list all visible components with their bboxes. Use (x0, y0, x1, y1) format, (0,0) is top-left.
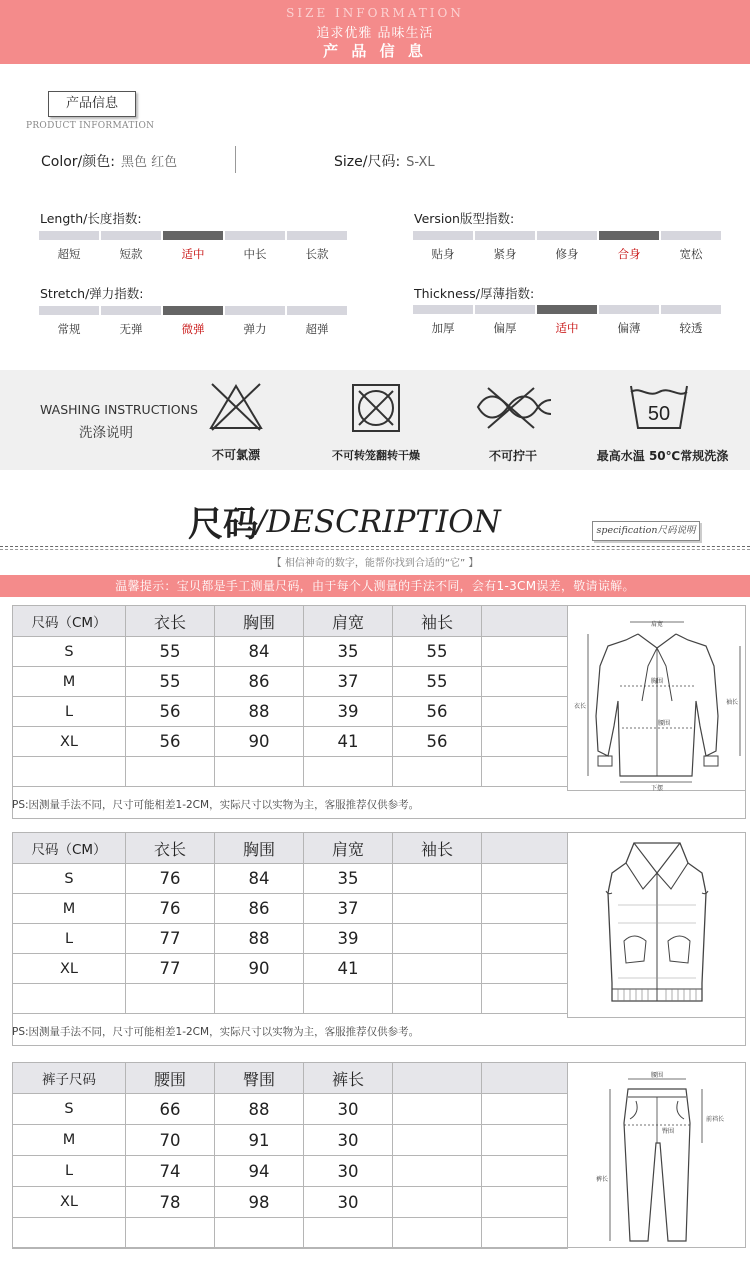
table-row (13, 954, 568, 984)
header-cell (482, 1063, 568, 1094)
table-cell: 76 (126, 894, 215, 924)
table-cell: 77 (126, 924, 215, 954)
table-cell (482, 667, 568, 697)
table-cell (482, 727, 568, 757)
table-cell: 86 (215, 894, 304, 924)
description-title-en: /DESCRIPTION (256, 504, 501, 540)
shirt-label-sleeve: 袖长 (725, 699, 738, 706)
stretch-label: Stretch/弹力指数: (40, 286, 144, 301)
stretch-bar-4 (287, 306, 347, 315)
stretch-bar-1 (101, 306, 161, 315)
header-cell: 衣长 (126, 833, 215, 864)
length-bar-4 (287, 231, 347, 240)
washing-section (0, 370, 750, 470)
table2-ps-note: PS:因测量手法不同，尺寸可能相差1-2CM，实际尺寸以实物为主，客服推荐仅供参考。 (12, 1026, 420, 1038)
table-cell (13, 757, 126, 787)
table-cell (482, 984, 568, 1014)
thickness-bar-3 (599, 305, 659, 314)
table-row (13, 757, 568, 787)
table-cell (215, 984, 304, 1014)
version-level-0: 贴身 (431, 247, 455, 261)
table-cell (393, 924, 482, 954)
thickness-level-0: 加厚 (431, 321, 455, 335)
table-cell: 35 (304, 637, 393, 667)
version-level-4: 宽松 (679, 247, 703, 261)
table-cell: 55 (126, 667, 215, 697)
table-cell: 66 (126, 1094, 215, 1125)
dashed-divider-2 (0, 549, 750, 550)
banner-en-title: SIZE INFORMATION (286, 6, 464, 20)
table-row (13, 667, 568, 697)
table-cell (482, 954, 568, 984)
description-note: 【 相信神奇的数字，能帮你找到合适的“它” 】 (271, 558, 479, 569)
version-level-3: 合身 (617, 247, 641, 261)
table-cell: M (13, 894, 126, 924)
no-wring-icon (474, 384, 554, 430)
vest-diagram (567, 832, 746, 1018)
header-cell: 胸围 (215, 606, 304, 637)
table-row (13, 984, 568, 1014)
size-line (334, 151, 435, 171)
table-cell: 37 (304, 667, 393, 697)
no-tumble-dry-label: 不可转笼翻转干燥 (332, 449, 420, 462)
table-header-row (13, 833, 568, 864)
table-cell (482, 1187, 568, 1218)
table-cell: M (13, 1125, 126, 1156)
table-cell (482, 1218, 568, 1249)
wash-50-icon (628, 382, 690, 432)
table-row (13, 1156, 568, 1187)
banner-slogan: 追求优雅 品味生活 (316, 26, 434, 41)
table-cell: 37 (304, 894, 393, 924)
header-cell: 袖长 (393, 606, 482, 637)
pants-size-table (12, 1062, 568, 1249)
header-cell: 肩宽 (304, 606, 393, 637)
table-cell (482, 1156, 568, 1187)
table-cell: S (13, 1094, 126, 1125)
table-cell: M (13, 667, 126, 697)
size-value: S-XL (406, 155, 435, 170)
stretch-bar-2 (163, 306, 223, 315)
table-cell: 55 (126, 637, 215, 667)
stretch-level-2: 微弹 (181, 322, 205, 336)
thickness-bar-4 (661, 305, 721, 314)
table-cell: XL (13, 727, 126, 757)
shirt-label-chest: 胸围 (650, 678, 664, 685)
shirt-diagram (567, 605, 746, 791)
table-cell (482, 757, 568, 787)
version-bar-4 (661, 231, 721, 240)
table-cell (393, 1156, 482, 1187)
table-cell: 88 (215, 697, 304, 727)
table-cell (126, 1218, 215, 1249)
product-info-box: 产品信息 (48, 91, 136, 117)
table-cell: 56 (393, 727, 482, 757)
product-info-en: PRODUCT INFORMATION (26, 121, 155, 131)
header-cell: 衣长 (126, 606, 215, 637)
size-label: Size/尺码: (334, 154, 401, 170)
table-cell (304, 1218, 393, 1249)
table-row (13, 637, 568, 667)
table-cell (304, 984, 393, 1014)
stretch-bar-0 (39, 306, 99, 315)
version-bar-0 (413, 231, 473, 240)
table-cell: 98 (215, 1187, 304, 1218)
color-label: Color/颜色: (41, 154, 115, 170)
header-cell: 腰围 (126, 1063, 215, 1094)
table-cell (215, 757, 304, 787)
washing-title-cn: 洗涤说明 (79, 425, 133, 441)
table-cell (126, 984, 215, 1014)
table-cell: 41 (304, 727, 393, 757)
table-cell (482, 637, 568, 667)
table-cell: L (13, 924, 126, 954)
table-row (13, 924, 568, 954)
table-cell (482, 864, 568, 894)
length-level-4: 长款 (305, 247, 329, 261)
version-label: Version版型指数: (414, 211, 515, 226)
table-cell: 55 (393, 637, 482, 667)
size-table-middle (12, 832, 568, 1014)
thickness-level-4: 较透 (679, 321, 703, 335)
header-cell (393, 1063, 482, 1094)
thickness-label: Thickness/厚薄指数: (414, 286, 535, 301)
table-cell (393, 1218, 482, 1249)
washing-title-en: WASHING INSTRUCTIONS (40, 402, 198, 417)
table-cell (393, 1125, 482, 1156)
table-cell: 90 (215, 727, 304, 757)
table-header-row (13, 606, 568, 637)
header-cell: 臀围 (215, 1063, 304, 1094)
no-bleach-label: 不可氯漂 (211, 448, 260, 462)
shirt-label-hem: 下摆 (650, 785, 664, 792)
table-cell (13, 984, 126, 1014)
length-bar-3 (225, 231, 285, 240)
table-row (13, 727, 568, 757)
table-cell: 84 (215, 637, 304, 667)
table-cell (393, 757, 482, 787)
pants-label-waist: 腰围 (650, 1072, 664, 1079)
length-level-0: 超短 (57, 247, 81, 261)
table-cell: XL (13, 1187, 126, 1218)
version-bar-1 (475, 231, 535, 240)
table-cell: 56 (126, 727, 215, 757)
table-cell: 30 (304, 1187, 393, 1218)
version-bar-3 (599, 231, 659, 240)
no-bleach-icon (208, 382, 264, 432)
table-row (13, 1187, 568, 1218)
header-cell (482, 606, 568, 637)
table-cell: 30 (304, 1125, 393, 1156)
length-bar-2 (163, 231, 223, 240)
no-wring-label: 不可拧干 (488, 449, 537, 463)
table-cell: 86 (215, 667, 304, 697)
table-cell: XL (13, 954, 126, 984)
stretch-level-4: 超弹 (305, 322, 329, 336)
thickness-level-3: 偏薄 (617, 321, 641, 335)
header-cell: 肩宽 (304, 833, 393, 864)
size-table-top (12, 605, 568, 787)
table-cell (482, 924, 568, 954)
table-cell: 39 (304, 924, 393, 954)
header-cell (482, 833, 568, 864)
banner-title: 产 品 信 息 (323, 42, 427, 60)
version-bar-2 (537, 231, 597, 240)
pants-label-rise: 前裆长 (706, 1116, 725, 1123)
table-cell: 39 (304, 697, 393, 727)
table-header-row (13, 1063, 568, 1094)
table-cell: 76 (126, 864, 215, 894)
table-cell: L (13, 1156, 126, 1187)
stretch-level-0: 常规 (57, 322, 81, 336)
table-cell (304, 757, 393, 787)
table-row (13, 697, 568, 727)
table-row (13, 1218, 568, 1249)
table-cell: 30 (304, 1094, 393, 1125)
table-cell: 88 (215, 924, 304, 954)
table-cell: 90 (215, 954, 304, 984)
pants-label-length: 裤长 (595, 1176, 608, 1183)
header-cell: 裤子尺码 (13, 1063, 126, 1094)
table-cell: 78 (126, 1187, 215, 1218)
wash-temp-number: 50 (647, 403, 671, 425)
table-cell (393, 1094, 482, 1125)
table-cell: 94 (215, 1156, 304, 1187)
header-cell: 袖长 (393, 833, 482, 864)
table-cell: 56 (393, 697, 482, 727)
stretch-bar-3 (225, 306, 285, 315)
table-row (13, 1094, 568, 1125)
table1-ps-note: PS:因测量手法不同，尺寸可能相差1-2CM，实际尺寸以实物为主，客服推荐仅供参考。 (12, 799, 420, 811)
header-cell: 裤长 (304, 1063, 393, 1094)
shirt-label-waist: 腰围 (657, 720, 671, 727)
length-label: Length/长度指数: (40, 211, 142, 226)
table-cell (126, 757, 215, 787)
table-cell: 84 (215, 864, 304, 894)
table-cell (393, 984, 482, 1014)
table-cell: 70 (126, 1125, 215, 1156)
table-cell (482, 894, 568, 924)
length-bar-0 (39, 231, 99, 240)
pants-label-hip: 臀围 (661, 1128, 675, 1135)
length-level-2: 适中 (181, 247, 205, 261)
table-cell (393, 864, 482, 894)
table-cell: 56 (126, 697, 215, 727)
table-cell: L (13, 697, 126, 727)
table-cell (13, 1218, 126, 1249)
thickness-level-2: 适中 (555, 321, 579, 335)
table-cell: 55 (393, 667, 482, 697)
shirt-label-shoulder: 肩宽 (650, 621, 664, 628)
table-cell: 74 (126, 1156, 215, 1187)
table-cell: S (13, 637, 126, 667)
table-row (13, 864, 568, 894)
pants-diagram (567, 1062, 746, 1248)
table-row (13, 1125, 568, 1156)
table-cell (482, 1125, 568, 1156)
thickness-bar-1 (475, 305, 535, 314)
header-cell: 胸围 (215, 833, 304, 864)
length-bar-1 (101, 231, 161, 240)
table-cell: S (13, 864, 126, 894)
table-row (13, 894, 568, 924)
thickness-level-1: 偏厚 (493, 321, 517, 335)
wash-50-label: 最高水温 50℃常规洗涤 (596, 449, 729, 463)
table-cell: 30 (304, 1156, 393, 1187)
version-level-1: 紧身 (493, 247, 517, 261)
info-divider (235, 146, 236, 173)
tip-bar: 温馨提示：宝贝都是手工测量尺码，由于每个人测量的手法不同，会有1-3CM误差，敬请谅解。 (0, 575, 750, 597)
color-value: 黑色 红色 (121, 155, 178, 170)
thickness-bar-0 (413, 305, 473, 314)
table-cell: 41 (304, 954, 393, 984)
stretch-level-1: 无弹 (119, 322, 143, 336)
table-cell: 35 (304, 864, 393, 894)
specification-box: specification尺码说明 (592, 521, 700, 541)
no-tumble-dry-icon (350, 382, 402, 434)
table-cell (482, 1094, 568, 1125)
table-cell: 88 (215, 1094, 304, 1125)
table-cell (482, 697, 568, 727)
version-level-2: 修身 (555, 247, 579, 261)
shirt-label-length: 衣长 (573, 703, 586, 710)
stretch-level-3: 弹力 (243, 322, 267, 336)
thickness-bar-2 (537, 305, 597, 314)
table-cell (393, 894, 482, 924)
header-cell: 尺码（CM） (13, 833, 126, 864)
length-level-3: 中长 (243, 247, 267, 261)
description-title-cn: 尺码 (188, 504, 259, 545)
table-cell (393, 954, 482, 984)
table-cell (393, 1187, 482, 1218)
table-cell (215, 1218, 304, 1249)
table-cell: 91 (215, 1125, 304, 1156)
header-cell: 尺码（CM） (13, 606, 126, 637)
length-level-1: 短款 (119, 247, 143, 261)
dashed-divider (0, 546, 750, 547)
top-banner (0, 0, 750, 64)
color-line (41, 151, 177, 171)
table-cell: 77 (126, 954, 215, 984)
